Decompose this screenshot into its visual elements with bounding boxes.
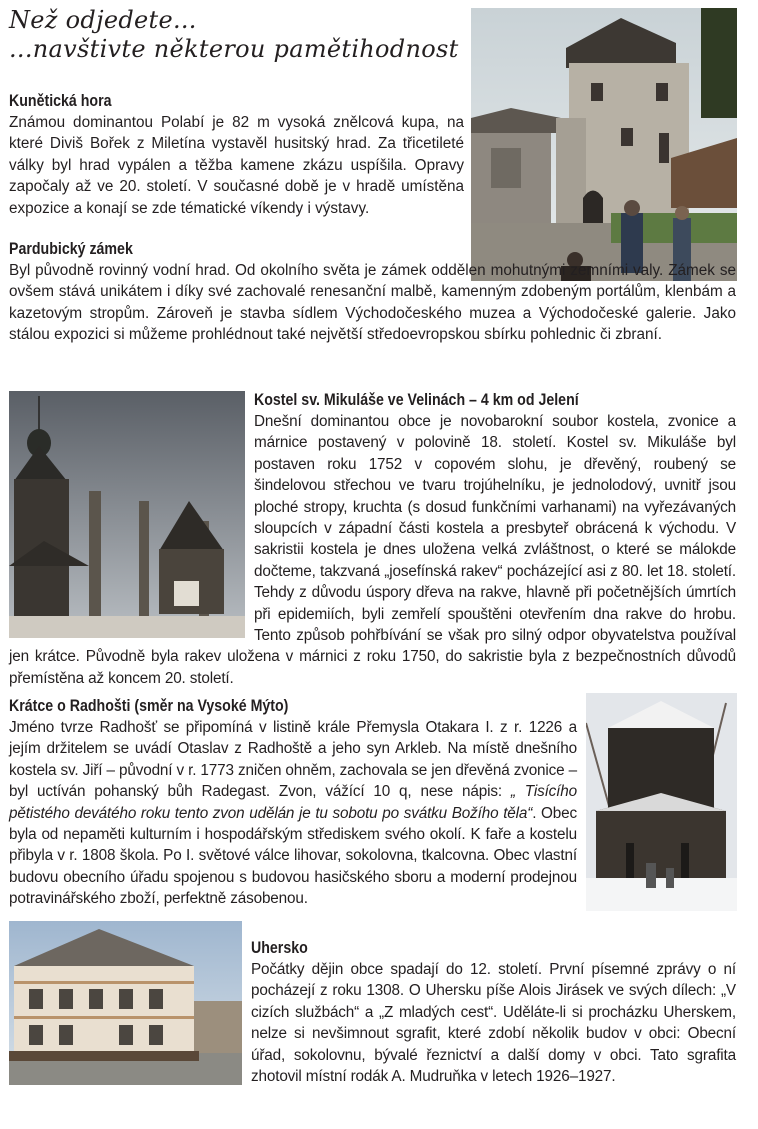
section-kuneticka-hora <box>9 91 464 219</box>
float-spacer <box>9 411 254 641</box>
section-pardubicky-zamek <box>9 260 736 346</box>
section-title: Kostel sv. Mikuláše ve Velinách – 4 km od Jelení <box>254 391 579 409</box>
section-kostel-title <box>254 390 736 411</box>
header-line-1: Než odjedete... <box>9 6 197 34</box>
bell-inscription: „ Tisícího pětistého devátého roku tento zvon udělán je tu sobotu po svátku Božího těla“ <box>9 783 577 822</box>
section-title: Pardubický zámek <box>9 240 133 258</box>
section-text <box>9 717 577 910</box>
castle-photo <box>471 8 737 281</box>
text-before: Jméno tvrze Radhošť se připomíná v listině krále Přemysla Otakara I. z r. 1226 a jejím držitelem se uvádí Otaslav z Radhoště a jeho syn Arkleb. Na místě dnešního kostela sv. Jiří – původní v r. 1773 zničen ohněm, zachovala se jen dřevěná zvonice – byl uctíván pohanský bůh Radegast. Zvon, vážící 10 q, nese nápis: <box>9 719 577 801</box>
page-header <box>9 6 469 64</box>
section-kostel <box>9 411 736 689</box>
section-text: Známou dominantou Polabí je 82 m vysoká znělcová kupa, na které Diviš Bořek z Miletína vystavěl husitský hrad. Za třicetileté války byl hrad vypálen a těžba kamene zkázu uspíšila. Opravy započaly až ve 20. století. V současné době je v hradě umístěna expozice a konají se zde tématické víkendy i výstavy. <box>9 114 464 217</box>
section-title: Krátce o Radhošti (směr na Vysoké Mýto) <box>9 697 289 715</box>
section-text: Byl původně rovinný vodní hrad. Od okolního světa je zámek oddělen mohutnými zemními valy. Zámek se ovšem stává unikátem i díky své zachovalé renesanční malbě, kamenným zdobeným portálům, klenbám a kazetovým stropům. Zároveň je stavba sídlem Východočeského muzea a Východočeské galerie. Jako stálou expozici si můžeme prohlédnout také největší středoevropskou sbírku pohlednic či zbraní. <box>9 262 736 344</box>
section-title: Kunětická hora <box>9 92 112 110</box>
section-pardubicky-zamek-title <box>9 239 464 260</box>
section-uhersko <box>251 938 736 1087</box>
section-title: Uhersko <box>251 939 308 957</box>
house-photo <box>9 921 242 1085</box>
section-text-content: Dnešní dominantou obce je novobarokní soubor kostela, zvonice a márnice postavený v polovině 18. století. Kostel sv. Mikuláše byl postaven roku 1752 v copovém slohu, je dřevěný, roubený se šindelovou střechou ve tvaru trojúhelníku, je jednolodový, uvnitř jsou ploché stropy, kruchta (s dosud funkčními varhanami) na vyřezávaných sloupcích v západní části kostela a presbyteř obrácená k východu. V sakristii kostela je dnes uložena velká zvláštnost, o které se málokde dočteme, takzvaná „josefínská rakev“ pocházející asi z 80. let 18. století. Tehdy z důvodu úspory dřeva na rakve, hlavně při početnějších úmrtích při epidemiích, byli zemřelí spouštěni otevřením dna rakve do hrobu. Tento způsob pohřbívání se však pro silný odpor obyvatelstva používal jen krátce. Původně byla rakev uložena v márnici z roku 1750, do sakristie byla z bezpečnostních důvodů přemístěna až koncem 20. století. <box>9 413 736 687</box>
section-text: Počátky dějin obce spadají do 12. století. První písemné zprávy o ní pocházejí z roku 1308. O Uhersku píše Alois Jirásek ve svých dílech: „V cizích službách“ a „Z mladých cest“. Uděláte-li si procházku Uherskem, nelze si nevšimnout sgrafit, které zdobí několik budov v obci: Obecní úřad, sokolovnu, bývalé řeznictví a další domy v obci. Tato sgrafita zhotovil místní rodák A. Mudruňka v letech 1926–1927. <box>251 961 736 1086</box>
belfry-photo <box>586 693 737 911</box>
section-text <box>9 411 736 689</box>
header-line-2: ...navštivte některou pamětihodnost <box>9 35 459 63</box>
text-after: . Obec byla od nepaměti kulturním i hospodářským střediskem svého okolí. K faře a kostelu přibyla v r. 1808 škola. Po I. světové válce lihovar, sokolovna, tkalcovna. Obec vlastní budovu obecního úřadu spojenou s budovou hasičského sboru a moderní prodejnou potravinářského zboží, perfektně zásobenou. <box>9 804 577 908</box>
section-radhost <box>9 696 577 910</box>
